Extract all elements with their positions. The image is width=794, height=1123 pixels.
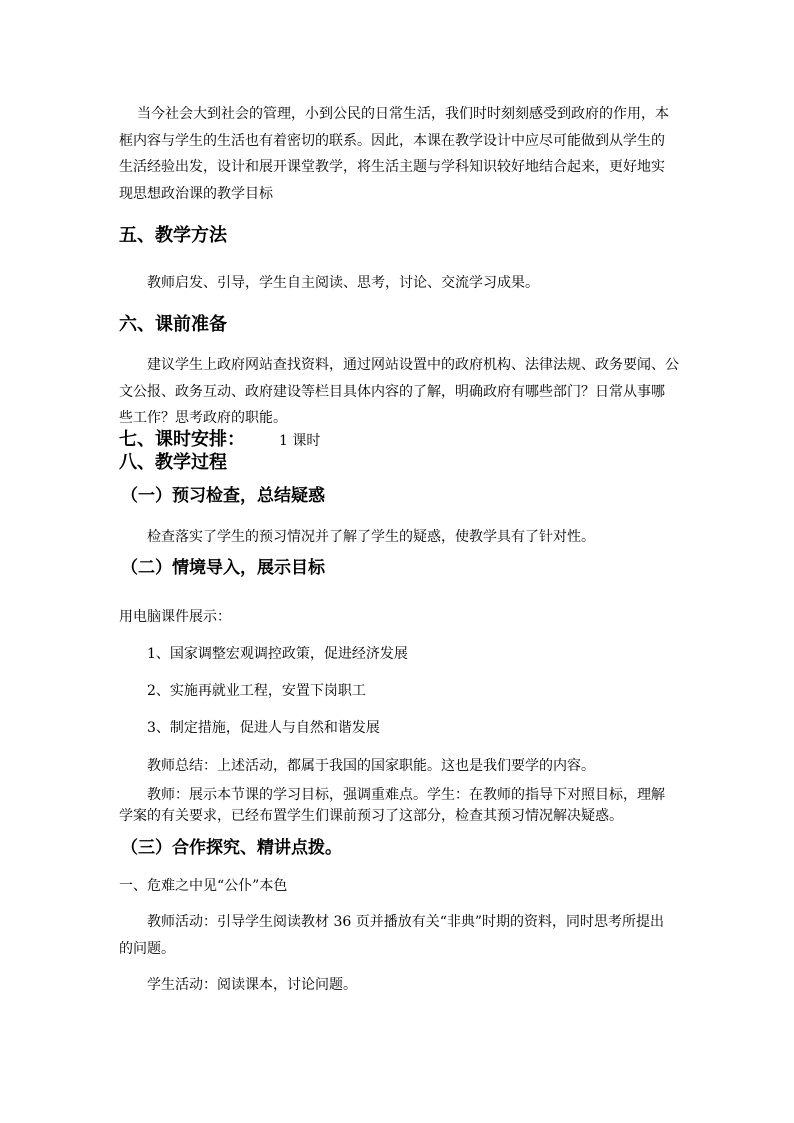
class-hours-label: 七、课时安排： — [119, 429, 245, 450]
intro-line-1: 当今社会大到社会的管理，小到公民的日常生活，我们时时刻刻感受到政府的作用，本 — [137, 106, 669, 122]
intro-line-3: 生活经验出发，设计和展开课堂教学，将生活主题与学科知识较好地结合起来，更好地实 — [119, 159, 665, 175]
section-heading-process: 八、教学过程 — [119, 452, 227, 473]
teacher-activity-line-1: 教师活动：引导学生阅读教材 36 页并播放有关“非典”时期的资料，同时思考所提出 — [147, 914, 665, 930]
intro-line-2: 框内容与学生的生活也有着密切的联系。因此，本课在教学设计中应尽可能做到从学生的 — [119, 133, 665, 149]
preparation-line-1: 建议学生上政府网站查找资料，通过网站设置中的政府机构、法律法规、政务要闻、公 — [147, 357, 679, 373]
student-activity: 学生活动：阅读课本，讨论问题。 — [147, 977, 357, 993]
list-item-3: 3、制定措施，促进人与自然和谐发展 — [147, 720, 380, 736]
subheading-cooperative-inquiry: （三）合作探究、精讲点拨。 — [121, 838, 342, 858]
section-heading-teaching-methods: 五、教学方法 — [119, 225, 227, 246]
teacher-activity-line-2: 的问题。 — [119, 941, 175, 957]
list-item-1: 1、国家调整宏观调控政策，促进经济发展 — [147, 646, 408, 662]
topic-public-servant: 一、危难之中见“公仆”本色 — [119, 878, 288, 894]
teacher-goals-line-1: 教师：展示本节课的学习目标，强调重难点。学生：在教师的指导下对照目标，理解 — [147, 787, 665, 803]
section-heading-class-hours — [119, 430, 320, 451]
list-item-2: 2、实施再就业工程，安置下岗职工 — [147, 683, 366, 699]
class-hours-value: 1 课时 — [279, 433, 321, 449]
teaching-methods-text: 教师启发、引导，学生自主阅读、思考，讨论、交流学习成果。 — [147, 275, 539, 291]
preparation-line-3: 些工作？思考政府的职能。 — [119, 410, 287, 426]
section-heading-preparation: 六、课前准备 — [119, 314, 227, 335]
teacher-goals-line-2: 学案的有关要求，已经布置学生们课前预习了这部分，检查其预习情况解决疑惑。 — [119, 808, 623, 824]
teacher-summary: 教师总结：上述活动，都属于我国的国家职能。这也是我们要学的内容。 — [147, 758, 595, 774]
subheading-scenario-intro: （二）情境导入，展示目标 — [121, 558, 325, 578]
courseware-intro: 用电脑课件展示： — [119, 609, 231, 625]
preview-check-text: 检查落实了学生的预习情况并了解了学生的疑惑，使教学具有了针对性。 — [147, 529, 595, 545]
subheading-preview-check: （一）预习检查，总结疑惑 — [121, 486, 325, 506]
intro-line-4: 现思想政治课的教学目标 — [119, 186, 273, 202]
preparation-line-2: 文公报、政务互动、政府建设等栏目具体内容的了解，明确政府有哪些部门？日常从事哪 — [119, 384, 665, 400]
